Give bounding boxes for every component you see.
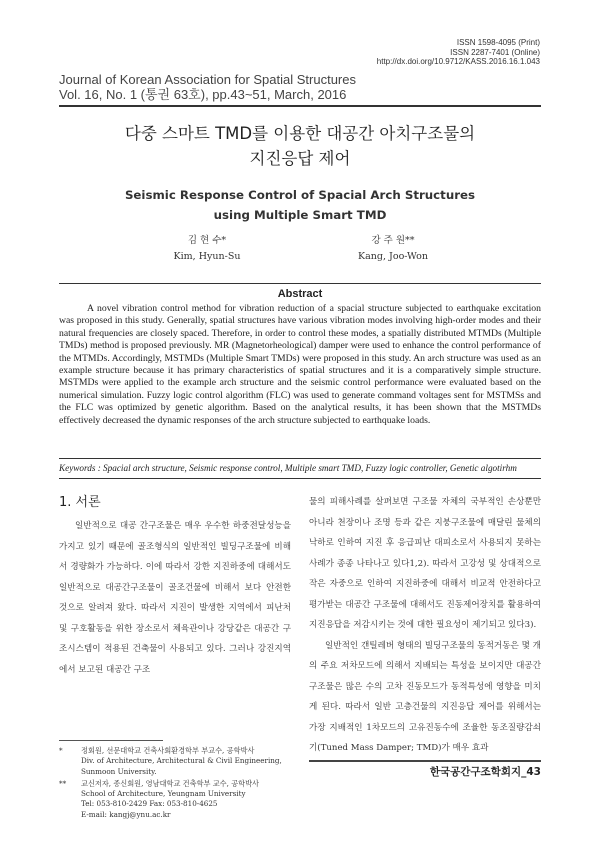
footnote-line: 교신저자, 종신회원, 영남대학교 건축학부 교수, 공학박사 <box>81 778 259 788</box>
footnote-line: Tel: 053-810-2429 Fax: 053-810-4625 <box>81 799 218 809</box>
body-column-left <box>59 516 291 680</box>
intro-paragraph-3: 일반적인 갠틸레버 형태의 빌딩구조물의 동적거동은 몇 개의 주요 저차모드에 의해서 지배되는 특성을 보이지만 대공간 구조물은 많은 수의 고차 진동모드가 동적특성에 영향을 미치게 된다. 따라서 일반 고층건물의 지진응답 제어를 위해서는 가장 지배적인 1차모드의 고유진동수에 조율한 동조질량감쇠기(Tuned Mass Damper; TMD)가 매우 효과 <box>309 640 541 753</box>
title-english-line1: Seismic Response Control of Spacial Arch Structures <box>124 188 476 202</box>
footnote-author-1 <box>59 746 291 777</box>
journal-name: Journal of Korean Association for Spatial Structures <box>59 72 356 87</box>
title-korean-line1: 다중 스마트 TMD를 이용한 대공간 아치구조물의 <box>124 124 476 143</box>
page-footer: 한국공간구조학회지_43 <box>429 766 541 778</box>
footer-rule <box>309 760 541 762</box>
issn-block <box>377 38 540 67</box>
author-2-name-en: Kang, Joo-Won <box>358 251 428 262</box>
intro-paragraph-1: 일반적으로 대공 간구조물은 매우 우수한 하중전달성능을 가지고 있기 때문에 골조형식의 일반적인 빌딩구조물에 비해서 경량화가 가능하다. 이에 따라서 강한 지진하중에 대해서도 일반적으로 대공간구조물이 골조건물에 비해서 보다 안전한 것으로 알려져 왔다. 따라서 지진이 발생한 지역에서 피난처 및 구호활동을 위한 장소로서 체육관이나 강당같은 대공간 구조시스템이 적용된 건축물이 사용되고 있다. 그러나 강진지역에서 보고된 대공간 구조 <box>59 521 291 675</box>
abstract-top-rule <box>59 283 541 284</box>
issn-online: ISSN 2287-7401 (Online) <box>450 47 540 57</box>
title-korean-line2: 지진응답 제어 <box>249 149 351 168</box>
issn-print: ISSN 1598-4095 (Print) <box>456 38 540 47</box>
footnote-line: Sunmoon University. <box>81 766 157 776</box>
footnote-line: 정회원, 선문대학교 건축사회환경학부 부교수, 공학박사 <box>81 746 255 755</box>
section-heading-introduction: 1. 서론 <box>59 495 101 510</box>
doi-link[interactable]: http://dx.doi.org/10.9712/KASS.2016.16.1.043 <box>376 57 540 66</box>
body-column-right <box>309 492 541 759</box>
author-1-name-en: Kim, Hyun-Su <box>173 251 241 262</box>
author-2 <box>313 233 473 265</box>
author-1 <box>127 233 287 265</box>
title-english <box>59 185 541 225</box>
abstract-bottom-rule <box>59 458 541 459</box>
journal-header <box>59 72 356 102</box>
author-1-name-ko: 김 현 수* <box>187 235 227 246</box>
keywords-rule <box>59 478 541 479</box>
intro-paragraph-2: 물의 피해사례를 살펴보면 구조물 자체의 국부적인 손상뿐만 아니라 천장이나 조명 등과 같은 지붕구조물에 매달린 물체의 낙하로 인하여 지진 후 응급피난 대피소로서 사용되지 못하는 사례가 종종 나타나고 있다1,2). 따라서 고강성 및 상대적으로 작은 자중으로 인하여 지진하중에 대해서 비교적 안전하다고 평가받는 대공간 구조물에 대해서도 진동제어장치를 활용하여 지진응답을 저감시키는 것에 대한 필요성이 제기되고 있다3). <box>309 497 541 630</box>
author-2-name-ko: 강 주 원** <box>371 235 415 246</box>
footnotes <box>59 746 291 822</box>
footnote-email[interactable]: E-mail: kangj@ynu.ac.kr <box>81 809 171 819</box>
abstract-heading: Abstract <box>277 288 323 300</box>
title-korean <box>59 121 541 171</box>
header-rule <box>59 105 541 107</box>
abstract-text: A novel vibration control method for vibration reduction of a spacial structure subjected to earthquake excitation was proposed in this study. Generally, spatial structures have various vibration modes involving high-order modes and their natural frequencies are closely spaced. Therefore, in order to control these modes, a spatially distributed MTMDs (Multiple TMDs) method is proposed previously. MR (Magnetorheological) damper were used to enhance the control performance of the MTMDs. Accordingly, MSTMDs (Multiple Smart TMDs) were proposed in this study. An arch structure was used as an example structure because it has primary characteristics of spatial structures and it is a comparatively simple structure. MSTMDs were applied to the example arch structure and the seismic control performance were evaluated based on the numerical simulation. Fuzzy logic control algorithm (FLC) was used to generate command voltages sent for MSTMSs and the FLC was optimized by genetic algorithm. Based on the analytical results, it has been shown that the MSTMDs effectively decreased the dynamic responses of the arch structure subjected to earthquake loads. <box>59 303 541 426</box>
footnote-mark: * <box>59 746 63 755</box>
footnote-author-2 <box>59 779 291 820</box>
title-english-line2: using Multiple Smart TMD <box>213 208 387 222</box>
keywords: Keywords : Spacial arch structure, Seismic response control, Multiple smart TMD, Fuzzy logic controller, Genetic algotirhm <box>59 463 517 473</box>
footnote-rule <box>59 740 163 741</box>
footnote-line: School of Architecture, Yeungnam University <box>81 789 246 799</box>
footnote-line: Div. of Architecture, Architectural & Civil Engineering, <box>81 756 282 766</box>
journal-issue: Vol. 16, No. 1 (통권 63호), pp.43~51, March, 2016 <box>59 87 347 102</box>
footnote-mark: ** <box>59 778 67 788</box>
